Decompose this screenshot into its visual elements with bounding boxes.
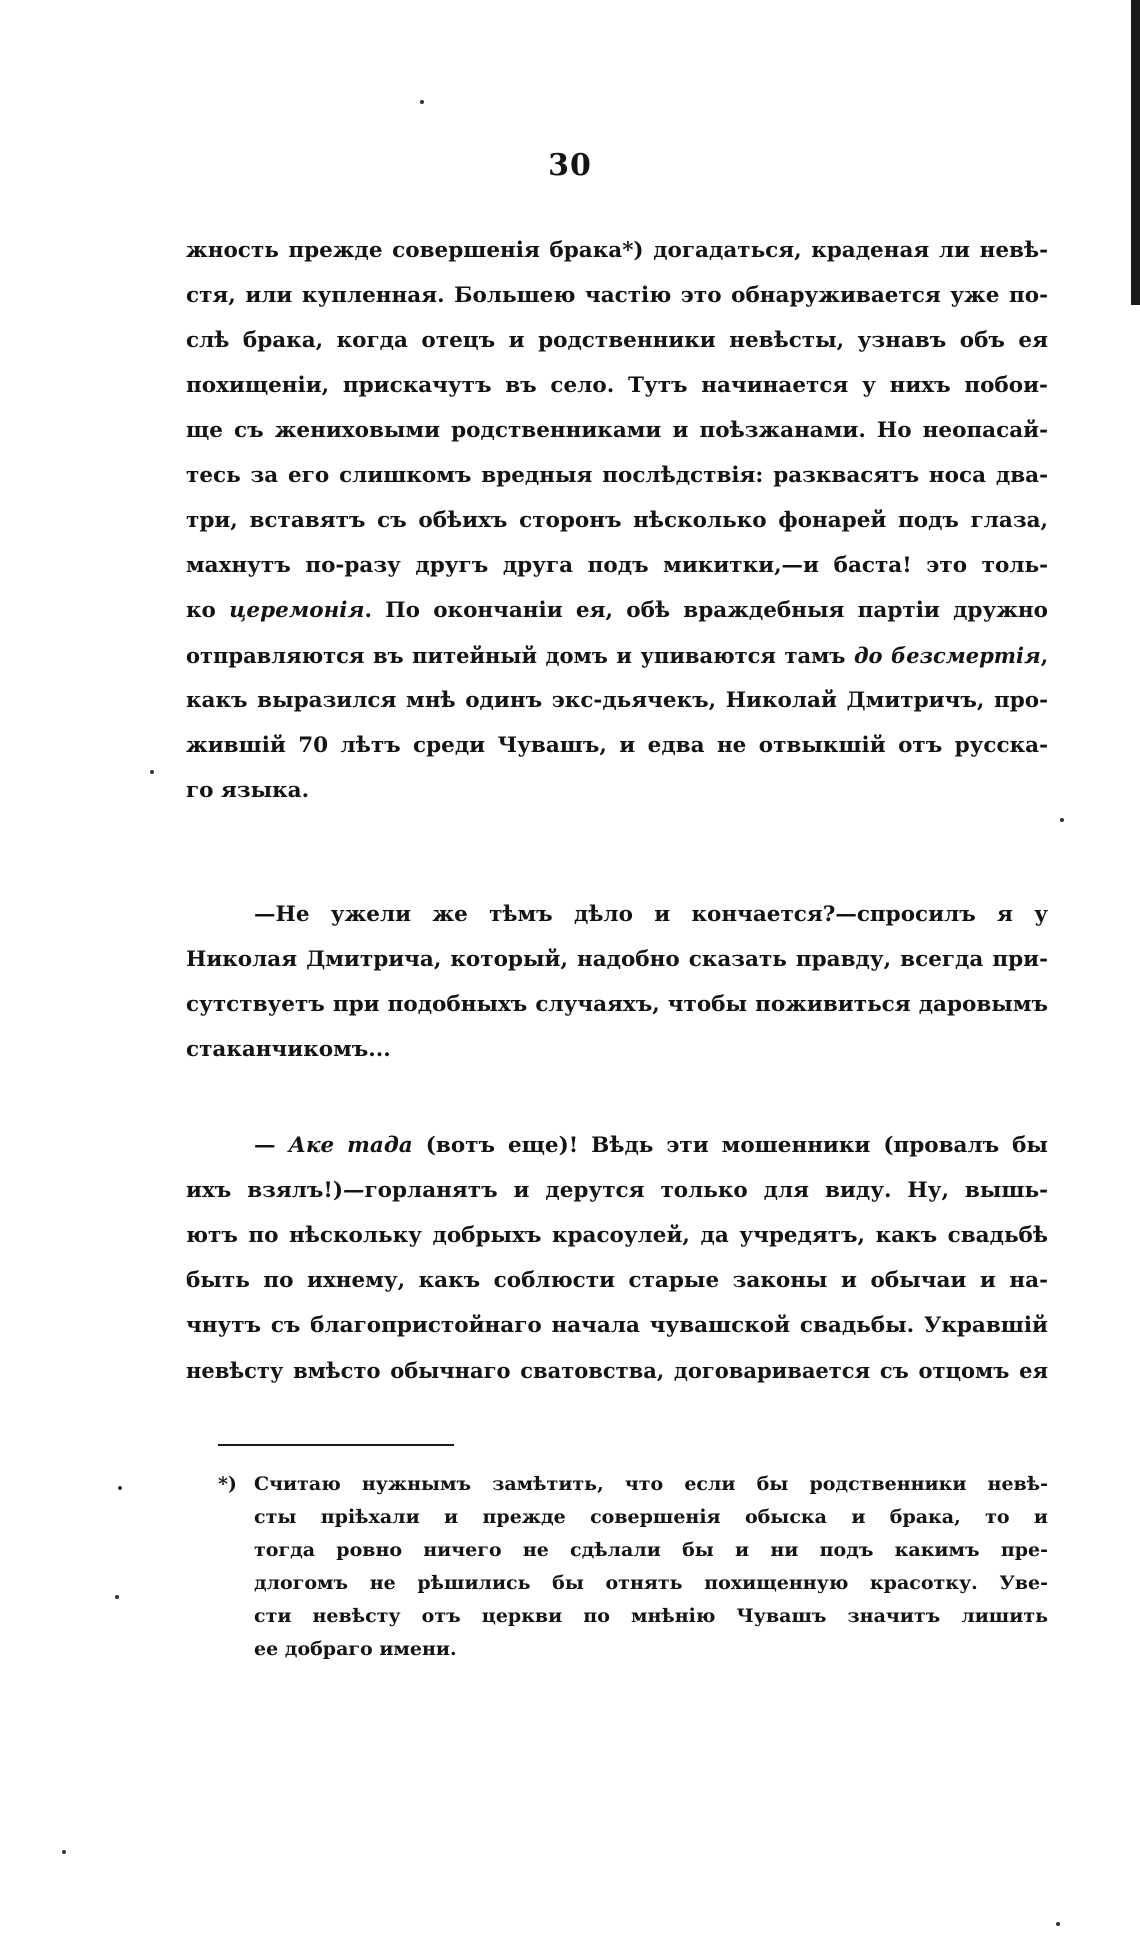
footnote-line: тогда ровно ничего не сдѣлали бы и ни подъ какимъ пре- xyxy=(254,1539,1048,1561)
page-number: 30 xyxy=(548,148,592,183)
text-line: Николая Дмитрича, который, надобно сказать правду, всегда при- xyxy=(186,947,1048,972)
text-line: тесь за его слишкомъ вредныя послѣдствія: разквасятъ носа два- xyxy=(186,463,1048,488)
text-line: невѣсту вмѣсто обычнаго сватовства, договаривается съ отцомъ ея xyxy=(186,1358,1048,1383)
scan-speck xyxy=(62,1850,66,1854)
footnote-text: Считаю нужнымъ замѣтить, что если бы родственники невѣ- xyxy=(254,1473,1048,1495)
paragraph-1 xyxy=(186,228,1048,813)
italic-phrase: церемонія xyxy=(229,598,365,623)
scan-speck xyxy=(150,770,154,774)
italic-phrase: до безсмертія xyxy=(853,643,1041,668)
scan-speck xyxy=(1056,1922,1060,1926)
italic-phrase: Аке тада xyxy=(288,1133,413,1158)
text-line: ютъ по нѣскольку добрыхъ красоулей, да учредятъ, какъ свадьбѣ xyxy=(186,1223,1048,1248)
text-line: ще съ жениховыми родственниками и поѣзжанами. Но неопасай- xyxy=(186,418,1048,443)
footnote-line: ее добраго имени. xyxy=(254,1638,457,1660)
footnote-line: сти невѣсту отъ церкви по мнѣнію Чувашъ значитъ лишить xyxy=(254,1605,1048,1627)
text-line: ихъ взялъ!)—горланятъ и дерутся только для виду. Ну, вышь- xyxy=(186,1178,1048,1203)
text-line: стаканчикомъ... xyxy=(186,1037,391,1062)
text-line: махнутъ по-разу другъ друга подъ микитки,—и баста! это толь- xyxy=(186,553,1048,578)
text-line: похищеніи, прискачутъ въ село. Тутъ начинается у нихъ побои- xyxy=(186,373,1048,398)
text-line: сутствуетъ при подобныхъ случаяхъ, чтобы поживиться даровымъ xyxy=(186,992,1048,1017)
text-line: жность прежде совершенія брака*) догадаться, краденая ли невѣ- xyxy=(186,238,1048,263)
scan-speck xyxy=(115,1595,119,1599)
paragraph-2 xyxy=(186,892,1048,1072)
scan-speck xyxy=(1060,818,1064,822)
text-line: жившій 70 лѣтъ среди Чувашъ, и едва не отвыкшій отъ русска- xyxy=(186,733,1048,758)
text-line: какъ выразился мнѣ одинъ экс-дьячекъ, Николай Дмитричъ, про- xyxy=(186,688,1048,713)
footnote-marker: *) xyxy=(218,1473,237,1495)
scan-speck xyxy=(118,1486,122,1490)
text-line: чнутъ съ благопристойнаго начала чувашской свадьбы. Укравшій xyxy=(186,1313,1048,1338)
text-line: ко церемонія. По окончаніи ея, обѣ враждебныя партіи дружно xyxy=(186,598,1048,623)
text-line: — Аке тада (вотъ еще)! Вѣдь эти мошенники (провалъ бы xyxy=(254,1133,1048,1158)
text-line: стя, или купленная. Большею частію это обнаруживается уже по- xyxy=(186,283,1048,308)
text-line: слѣ брака, когда отецъ и родственники невѣсты, узнавъ объ ея xyxy=(186,328,1048,353)
footnote-line: сты пріѣхали и прежде совершенія обыска и брака, то и xyxy=(254,1506,1048,1528)
text-line: —Не ужели же тѣмъ дѣло и кончается?—спросилъ я у xyxy=(254,902,1048,927)
footnote xyxy=(218,1468,1048,1666)
paragraph-3 xyxy=(186,1123,1048,1393)
text-line: го языка. xyxy=(186,778,310,803)
text-line: три, вставятъ съ обѣихъ сторонъ нѣсколько фонарей подъ глаза, xyxy=(186,508,1048,533)
footnote-line-first xyxy=(218,1468,1048,1501)
scan-speck xyxy=(420,100,424,104)
footnote-line: длогомъ не рѣшились бы отнять похищенную красотку. Уве- xyxy=(254,1572,1048,1594)
text-line: отправляются въ питейный домъ и упиваются тамъ до безсмертія, xyxy=(186,643,1049,668)
footnote-divider xyxy=(218,1444,454,1446)
text-line: быть по ихнему, какъ соблюсти старые законы и обычаи и на- xyxy=(186,1268,1048,1293)
